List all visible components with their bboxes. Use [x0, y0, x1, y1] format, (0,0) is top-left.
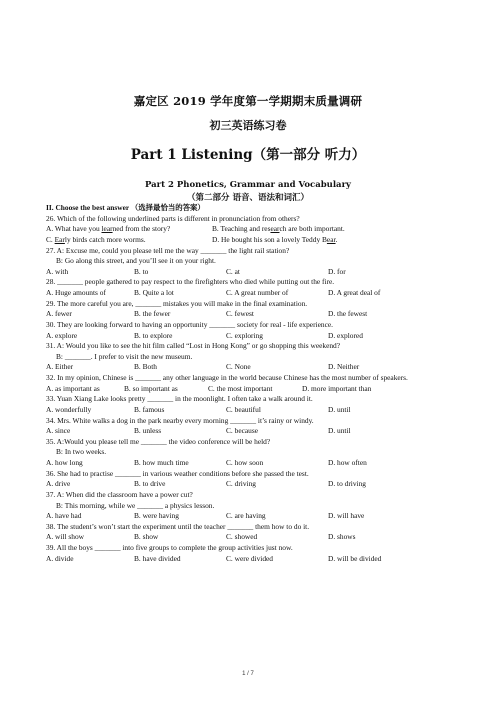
option-text: A. What have you: [46, 224, 102, 234]
option-row: [46, 554, 458, 565]
option-d: D. will have: [328, 511, 365, 521]
option-a: A. wonderfully: [46, 404, 92, 414]
option-text: .: [335, 234, 338, 244]
option-d: D. for: [328, 266, 346, 276]
option-c: C. the most important: [208, 383, 273, 393]
option-c: C. driving: [226, 479, 256, 489]
section-hint: （选择最恰当的答案）: [130, 203, 205, 212]
underlined-part: lear: [101, 224, 113, 234]
option-text: D. He bought his son a lovely Teddy B: [212, 234, 327, 244]
option-c: C. None: [226, 362, 251, 372]
option-d: D. explored: [328, 330, 363, 340]
option-b: B. to drive: [134, 479, 166, 489]
question-stem: 35. A:Would you please tell me _______ the video conference will be held?: [46, 436, 271, 446]
option-d: D. until: [328, 404, 351, 414]
option-a: A. have had: [46, 511, 82, 521]
option-d: D. shows: [328, 532, 356, 542]
section-label: II. Choose the best answer: [46, 203, 130, 212]
option-row: [46, 309, 458, 320]
question-stem: 33. Yuan Xiang Lake looks pretty _______ in the moonlight. I often take a walk around it.: [46, 394, 313, 404]
question-response: B: In two weeks.: [56, 447, 107, 457]
question-stem: 32. In my opinion, Chinese is _______ any other language in the world because Chinese has the most number of speakers.: [46, 373, 408, 382]
part2-heading: Part 2 Phonetics, Grammar and Vocabulary: [145, 180, 351, 190]
question-response: B: _______. I prefer to visit the new museum.: [56, 351, 193, 361]
option-d: D. Neither: [328, 362, 360, 372]
option-a: A. as important as: [46, 383, 100, 393]
question-stem: 30. They are looking forward to having an opportunity _______ society for real - life experience.: [46, 319, 333, 329]
option-c: [46, 235, 146, 246]
option-row: [46, 288, 458, 299]
question-stem: 34. Mrs. White walks a dog in the park nearby every morning _______ it’s rainy or windy.: [46, 415, 314, 425]
option-b: B. the fewer: [134, 309, 171, 319]
option-b: B. have divided: [134, 553, 181, 563]
option-b: B. to: [134, 266, 149, 276]
option-row: [46, 267, 458, 278]
option-b: B. unless: [134, 426, 162, 436]
document-title: 嘉定区 2019 学年度第一学期期末质量调研: [133, 94, 363, 108]
option-b: B. how much time: [134, 458, 189, 468]
option-a: A. since: [46, 426, 71, 436]
option-a: A. will show: [46, 532, 84, 542]
document-subtitle: 初三英语练习卷: [209, 119, 287, 132]
option-row: [46, 235, 458, 246]
part1-heading: Part 1 Listening（第一部分 听力）: [130, 147, 366, 163]
option-c: C. showed: [226, 532, 258, 542]
option-c: C. because: [226, 426, 259, 436]
question-stem: 26. Which of the following underlined parts is different in pronunciation from others?: [46, 213, 300, 223]
option-a: A. with: [46, 266, 69, 276]
underlined-part: ear: [270, 224, 280, 234]
question-stem: 39. All the boys _______ into five groups to complete the group activities just now.: [46, 543, 293, 553]
option-c: C. A great number of: [226, 288, 289, 297]
option-c: C. how soon: [226, 458, 264, 468]
option-row: [46, 331, 458, 342]
option-row: [46, 511, 458, 522]
option-d: D. A great deal of: [328, 288, 381, 297]
option-d: D. more important than: [302, 383, 372, 393]
option-row: [46, 384, 458, 395]
option-text: ned from the story?: [112, 224, 171, 234]
section-heading: [46, 203, 458, 214]
option-d: [212, 235, 337, 246]
option-b: B. Both: [134, 362, 157, 372]
option-d: D. until: [328, 426, 351, 436]
underlined-part: Ear: [54, 234, 65, 244]
option-b: B. were having: [134, 511, 179, 521]
option-a: A. fewer: [46, 309, 72, 319]
question-stem: 28. _______ people gathered to pay respect to the firefighters who died while putting out the fire.: [46, 277, 335, 287]
question-stem: 36. She had to practise _______ in various weather conditions before she passed the test.: [46, 468, 309, 478]
option-b: [212, 224, 345, 235]
option-row: [46, 458, 458, 469]
question-stem: 37. A: When did the classroom have a power cut?: [46, 489, 193, 499]
option-c: C. fewest: [226, 309, 254, 319]
option-c: C. exploring: [226, 330, 263, 340]
option-a: A. Either: [46, 362, 74, 372]
option-a: A. Huge amounts of: [46, 288, 106, 297]
option-a: A. how long: [46, 458, 83, 468]
question-list: [46, 203, 458, 564]
option-text: ly birds catch more worms.: [64, 234, 146, 244]
option-row: [46, 405, 458, 416]
option-a: [46, 224, 170, 235]
option-c: C. at: [226, 266, 240, 276]
option-text: ch are both important.: [279, 224, 345, 234]
option-row: [46, 224, 458, 235]
option-a: A. explore: [46, 330, 78, 340]
part2-heading-cn: （第二部分 语音、语法和词汇）: [187, 193, 309, 203]
question-stem: 31. A: Would you like to see the hit film called “Lost in Hong Kong” or go shopping this weekend?: [46, 341, 341, 351]
option-d: D. to driving: [328, 479, 366, 489]
option-c: C. were divided: [226, 553, 273, 563]
question-stem: 29. The more careful you are, _______ mistakes you will make in the final examination.: [46, 298, 308, 308]
option-b: B. to explore: [134, 330, 173, 340]
option-c: C. are having: [226, 511, 266, 521]
option-a: A. divide: [46, 553, 74, 563]
option-b: B. famous: [134, 404, 165, 414]
option-d: D. the fewest: [328, 309, 368, 319]
option-text: C.: [46, 234, 55, 244]
option-row: [46, 532, 458, 543]
option-row: [46, 362, 458, 373]
option-b: B. Quite a lot: [134, 288, 174, 297]
option-d: D. will be divided: [328, 553, 382, 563]
question-response: B: This morning, while we _______ a physics lesson.: [56, 500, 215, 510]
option-text: B. Teaching and res: [212, 224, 271, 234]
underlined-part: ear: [326, 234, 336, 244]
page-number: 1 / 7: [242, 671, 254, 677]
question-response: B: Go along this street, and you’ll see it on your right.: [56, 256, 216, 266]
question-stem: 27. A: Excuse me, could you please tell me the way _______ the light rail station?: [46, 245, 290, 255]
option-c: C. beautiful: [226, 404, 261, 414]
question-stem: 38. The student’s won’t start the experiment until the teacher _______ them how to do it.: [46, 521, 310, 531]
option-d: D. how often: [328, 458, 367, 468]
option-a: A. drive: [46, 479, 71, 489]
option-b: B. show: [134, 532, 159, 542]
option-b: B. so important as: [124, 383, 178, 393]
option-row: [46, 479, 458, 490]
option-row: [46, 426, 458, 437]
